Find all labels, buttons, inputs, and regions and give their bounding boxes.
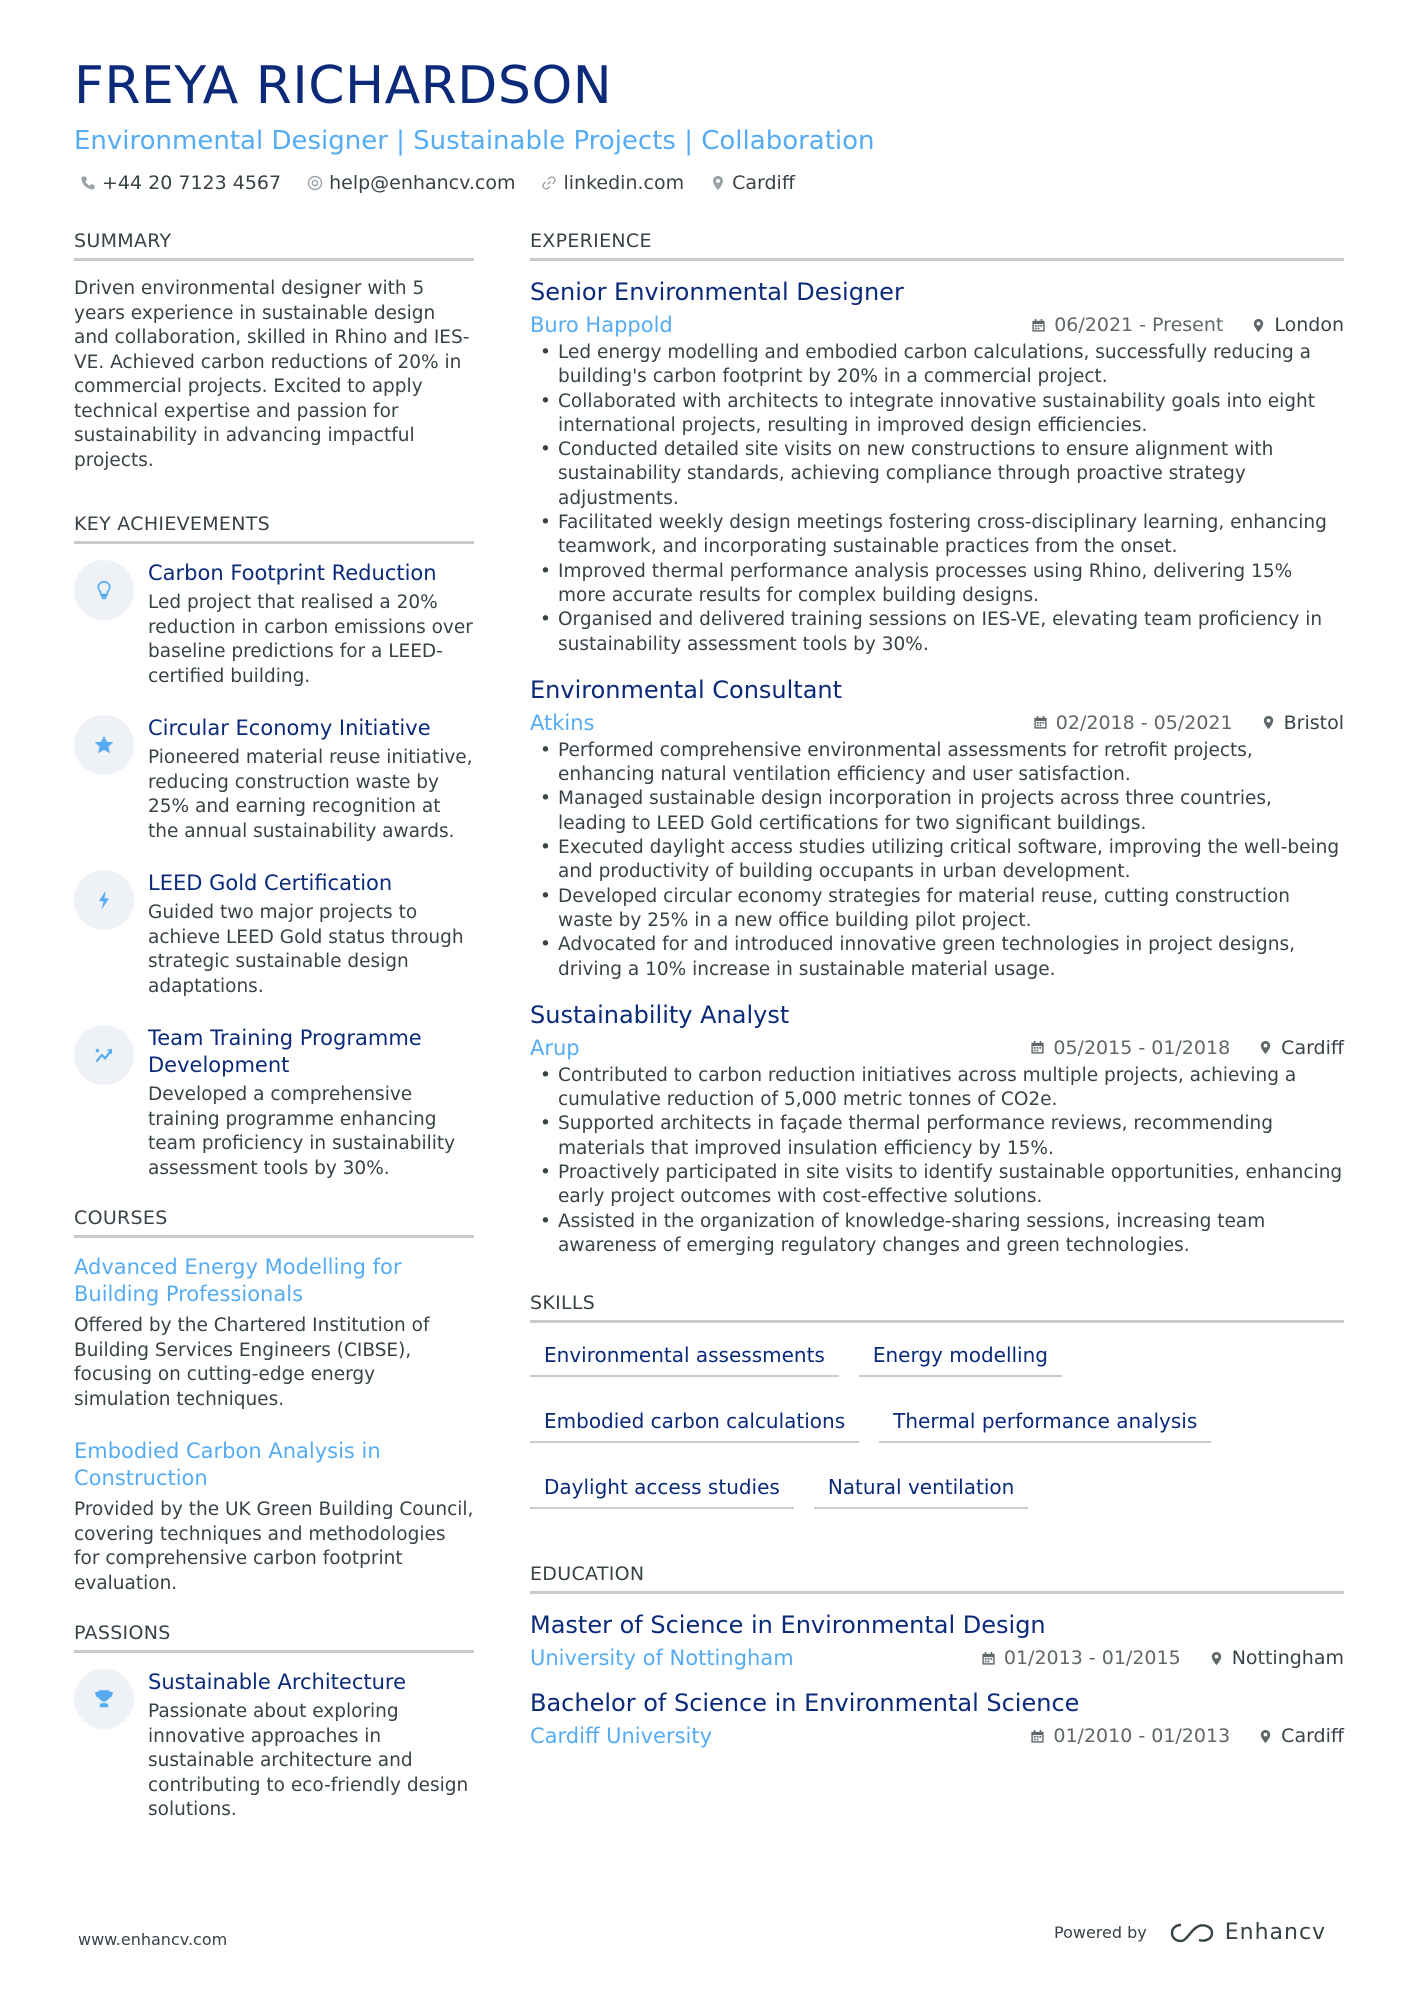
- job-date: 06/2021 - Present: [1054, 314, 1224, 336]
- experience-heading: EXPERIENCE: [530, 230, 1344, 261]
- contact-phone[interactable]: [80, 172, 281, 194]
- job-bullet: • Facilitated weekly design meetings fostering cross-disciplinary learning, enhancing teamwork, and incorporating sustainable practices from the onset.: [530, 511, 1344, 560]
- enhancv-logo[interactable]: [1169, 1920, 1326, 1945]
- email-text: help@enhancv.com: [329, 172, 516, 194]
- at-icon: [307, 175, 323, 191]
- calendar-icon: [1030, 1040, 1045, 1055]
- course-desc: Provided by the UK Green Building Council, covering techniques and methodologies for comprehensive carbon footprint evaluation.: [74, 1499, 474, 1594]
- skill-tag: Environmental assessments: [530, 1339, 839, 1377]
- brand-name: Enhancv: [1224, 1920, 1327, 1945]
- education-date: 01/2013 - 01/2015: [1003, 1647, 1181, 1670]
- achievement-item: [74, 870, 474, 999]
- infinity-logo-icon: [1169, 1921, 1215, 1945]
- achievement-desc: Guided two major projects to achieve LEED Gold status through strategic sustainable design adaptations.: [148, 902, 464, 997]
- job-location: Cardiff: [1281, 1036, 1344, 1059]
- link-icon: [541, 175, 557, 191]
- map-pin-icon: [710, 175, 726, 191]
- achievement-item: [74, 1025, 474, 1181]
- contact-linkedin[interactable]: [541, 172, 684, 194]
- summary-heading: SUMMARY: [74, 230, 474, 261]
- calendar-icon: [981, 1651, 996, 1666]
- achievement-title: Carbon Footprint Reduction: [148, 561, 437, 585]
- job-title: Environmental Consultant: [530, 675, 843, 704]
- job-bullet: • Assisted in the organization of knowledge-sharing sessions, increasing team awareness of emerging regulatory changes and green technologies.: [530, 1210, 1344, 1259]
- course-item: [74, 1254, 474, 1412]
- job-company: Buro Happold: [530, 313, 673, 337]
- achievement-desc: Developed a comprehensive training programme enhancing team proficiency in sustainability assessment tools by 30%.: [148, 1084, 456, 1179]
- job-entry: [530, 277, 1344, 657]
- degree-title: Master of Science in Environmental Design: [530, 1611, 1046, 1640]
- location-text: Cardiff: [732, 172, 795, 194]
- phone-icon: [80, 175, 96, 191]
- lightning-bolt-icon: [74, 870, 134, 930]
- job-title: Senior Environmental Designer: [530, 278, 904, 306]
- job-bullet: • Executed daylight access studies utilizing critical software, improving the well-being and productivity of building occupants in urban development.: [530, 836, 1344, 885]
- map-pin-icon: [1258, 1040, 1273, 1055]
- job-bullets: [530, 1064, 1344, 1258]
- passions-section: [74, 1622, 474, 1823]
- achievement-title: Circular Economy Initiative: [148, 716, 431, 740]
- footer-website[interactable]: www.enhancv.com: [78, 1930, 228, 1949]
- left-column: [74, 230, 474, 1849]
- star-icon: [74, 715, 134, 775]
- skills-section: [530, 1292, 1344, 1509]
- lightbulb-icon: [74, 560, 134, 620]
- courses-section: [74, 1207, 474, 1596]
- footer-branding: [1054, 1920, 1326, 1945]
- course-title: Embodied Carbon Analysis in Construction: [74, 1439, 381, 1490]
- passion-title: Sustainable Architecture: [148, 1670, 407, 1694]
- job-bullet: • Organised and delivered training sessions on IES-VE, elevating team proficiency in sustainability assessment tools by 30%.: [530, 608, 1344, 657]
- job-company: Arup: [530, 1035, 580, 1060]
- achievement-title: Team Training Programme Development: [148, 1026, 422, 1077]
- passions-heading: PASSIONS: [74, 1622, 474, 1653]
- contact-bar: [80, 172, 795, 194]
- skills-heading: SKILLS: [530, 1292, 1344, 1323]
- passion-desc: Passionate about exploring innovative approaches in sustainable architecture and contributing to eco-friendly design solutions.: [148, 1701, 469, 1820]
- course-title: Advanced Energy Modelling for Building Professionals: [74, 1255, 402, 1306]
- achievements-section: [74, 513, 474, 1181]
- job-bullet: • Collaborated with architects to integrate innovative sustainability goals into eight international projects, resulting in improved design efficiencies.: [530, 390, 1344, 439]
- job-bullet: • Conducted detailed site visits on new constructions to ensure alignment with sustainability standards, achieving compliance through proactive strategy adjustments.: [530, 438, 1344, 511]
- achievement-item: [74, 560, 474, 689]
- contact-location: [710, 172, 795, 194]
- education-section: [530, 1563, 1344, 1748]
- trophy-icon: [74, 1669, 134, 1729]
- school-name: Cardiff University: [530, 1724, 713, 1749]
- contact-email[interactable]: [307, 172, 515, 194]
- achievement-title: LEED Gold Certification: [148, 871, 393, 895]
- education-entry: [530, 1688, 1344, 1748]
- job-bullet: • Advocated for and introduced innovative green technologies in project designs, driving a 10% increase in sustainable material usage.: [530, 933, 1344, 982]
- map-pin-icon: [1209, 1651, 1224, 1666]
- job-location: Bristol: [1283, 711, 1344, 734]
- skill-tag: Embodied carbon calculations: [530, 1405, 859, 1443]
- growth-arrow-icon: [74, 1025, 134, 1085]
- job-bullet: • Supported architects in façade thermal performance reviews, recommending materials that improved insulation efficiency by 15%.: [530, 1112, 1344, 1161]
- education-entry: [530, 1610, 1344, 1670]
- right-column: [530, 230, 1344, 1766]
- calendar-icon: [1033, 715, 1048, 730]
- experience-section: [530, 230, 1344, 1258]
- skill-tag: Natural ventilation: [814, 1471, 1028, 1509]
- courses-heading: COURSES: [74, 1207, 474, 1238]
- school-name: University of Nottingham: [530, 1646, 794, 1671]
- job-bullet: • Contributed to carbon reduction initiatives across multiple projects, achieving a cumulative reduction of 5,000 metric tonnes of CO2e.: [530, 1064, 1344, 1113]
- job-bullets: [530, 341, 1344, 657]
- skill-tag: Energy modelling: [859, 1339, 1062, 1377]
- job-bullet: • Proactively participated in site visits to identify sustainable opportunities, enhancing early project outcomes with cost-effective solutions.: [530, 1161, 1344, 1210]
- candidate-name: FREYA RICHARDSON: [74, 56, 613, 116]
- job-company: Atkins: [530, 710, 595, 735]
- job-entry: [530, 675, 1344, 982]
- achievement-item: [74, 715, 474, 844]
- course-item: [74, 1438, 474, 1596]
- achievements-heading: KEY ACHIEVEMENTS: [74, 513, 474, 544]
- education-location: Cardiff: [1281, 1725, 1344, 1748]
- calendar-icon: [1030, 1729, 1045, 1744]
- job-entry: [530, 1000, 1344, 1258]
- job-bullet: • Developed circular economy strategies for material reuse, cutting construction waste by 25% in a new office building pilot project.: [530, 885, 1344, 934]
- job-bullet: • Performed comprehensive environmental assessments for retrofit projects, enhancing natural ventilation efficiency and user satisfaction.: [530, 739, 1344, 788]
- education-date: 01/2010 - 01/2013: [1053, 1725, 1231, 1748]
- skill-tag: Thermal performance analysis: [879, 1405, 1211, 1443]
- linkedin-text: linkedin.com: [563, 172, 685, 194]
- phone-text: +44 20 7123 4567: [102, 172, 282, 194]
- job-bullets: [530, 739, 1344, 982]
- map-pin-icon: [1258, 1729, 1273, 1744]
- job-bullet: • Improved thermal performance analysis processes using Rhino, delivering 15% more accurate results for complex building designs.: [530, 560, 1344, 609]
- achievement-desc: Pioneered material reuse initiative, reducing construction waste by 25% and earning recognition at the annual sustainability awards.: [148, 747, 473, 842]
- achievement-desc: Led project that realised a 20% reduction in carbon emissions over baseline predictions for a LEED-certified building.: [148, 592, 473, 687]
- skill-tag: Daylight access studies: [530, 1471, 794, 1509]
- passion-item: [74, 1669, 474, 1823]
- map-pin-icon: [1261, 715, 1276, 730]
- calendar-icon: [1031, 318, 1046, 333]
- job-date: 05/2015 - 01/2018: [1053, 1036, 1231, 1059]
- job-bullet: • Led energy modelling and embodied carbon calculations, successfully reducing a building's carbon footprint by 20% in a commercial project.: [530, 341, 1344, 390]
- summary-section: [74, 230, 474, 473]
- summary-text: Driven environmental designer with 5 years experience in sustainable design and collaboration, skilled in Rhino and IES-VE. Achieved carbon reductions of 20% in commercial projects. Excited to apply technical expertise and passion for sustainability in advancing impactful projects.: [74, 278, 470, 471]
- course-desc: Offered by the Chartered Institution of Building Services Engineers (CIBSE), focusing on cutting-edge energy simulation techniques.: [74, 1315, 430, 1410]
- education-location: Nottingham: [1231, 1647, 1344, 1670]
- job-location: London: [1274, 314, 1344, 336]
- education-heading: EDUCATION: [530, 1563, 1344, 1594]
- degree-title: Bachelor of Science in Environmental Science: [530, 1689, 1080, 1718]
- candidate-tagline: Environmental Designer | Sustainable Projects | Collaboration: [74, 126, 875, 156]
- job-title: Sustainability Analyst: [530, 1000, 790, 1029]
- map-pin-icon: [1251, 318, 1266, 333]
- job-bullet: • Managed sustainable design incorporation in projects across three countries, leading to LEED Gold certifications for two significant buildings.: [530, 787, 1344, 836]
- powered-by-label: Powered by: [1054, 1923, 1147, 1942]
- job-date: 02/2018 - 05/2021: [1055, 711, 1233, 734]
